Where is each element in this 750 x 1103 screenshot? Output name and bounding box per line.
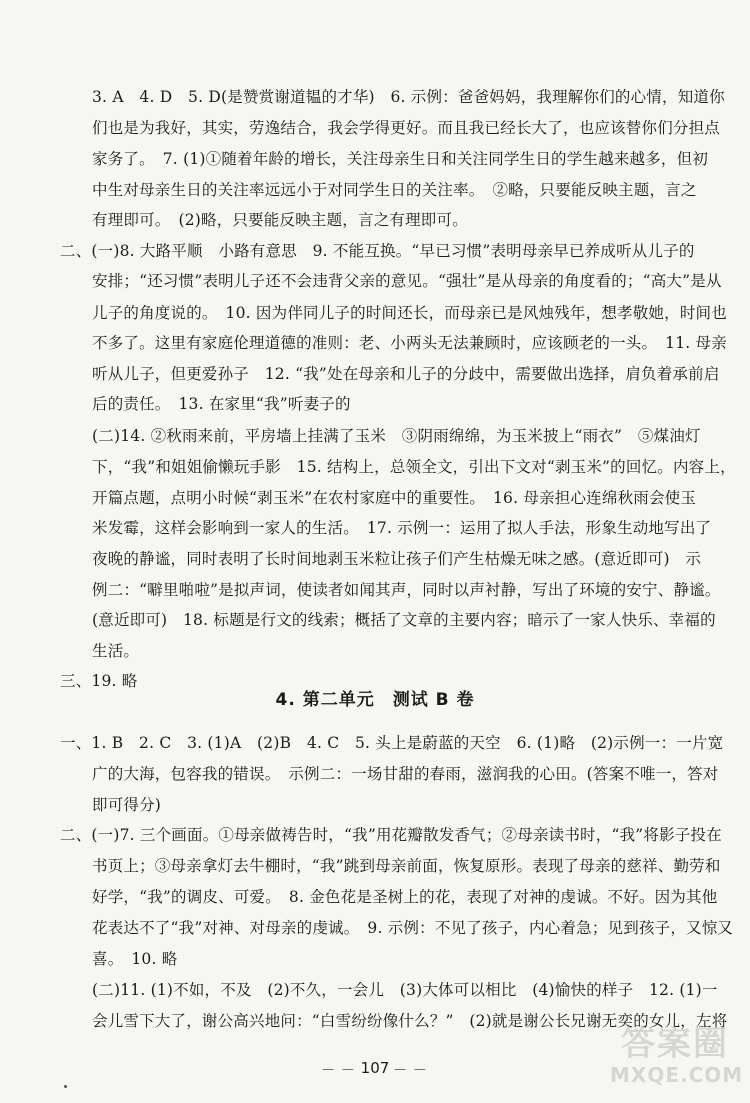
text-line: 安排；“还习惯”表明儿子还不会违背父亲的意见。“强壮”是从母亲的角度看的；“高大”是从 — [92, 272, 722, 290]
text-line: 夜晚的静谧，同时表明了长时间地剥玉米粒让孩子们产生枯燥无味之感。(意近即可) 示 — [92, 550, 702, 568]
text-line: 例二：“噼里啪啦”是拟声词，使读者如闻其声，同时以声衬静，写出了环境的安宁、静谧。 — [92, 581, 721, 599]
watermark-logo-text: 答案圈 — [621, 1024, 729, 1064]
text-line: 广的大海，包容我的错误。 示例二：一场甘甜的春雨，滋润我的心田。(答案不唯一，答对 — [92, 765, 719, 783]
text-line: 家务了。 7. (1)①随着年龄的增长，关注母亲生日和关注同学生日的学生越来越多，但初 — [92, 150, 709, 168]
text-line: 书页上；③母亲拿灯去牛棚时，“我”跳到母亲前面，恢复原形。表现了母亲的慈祥、勤劳和 — [92, 857, 721, 875]
text-line: 会儿雪下大了，谢公高兴地问：“白雪纷纷像什么？” (2)就是谢公长兄谢无奕的女儿，左将 — [92, 1012, 728, 1030]
text-line: 3. A 4. D 5. D(是赞赏谢道韫的才华) 6. 示例：爸爸妈妈，我理解你们的心情，知道你 — [92, 88, 725, 106]
text-line: (意近即可) 18. 标题是行文的线索；概括了文章的主要内容；暗示了一家人快乐、幸福的 — [92, 611, 716, 629]
page-number-value: 107 — [360, 1059, 390, 1077]
text-line: 花表达不了“我”对神、对母亲的虔诚。 9. 示例：不见了孩子，内心着急；见到孩子，又惊又 — [92, 919, 734, 937]
section-heading: 4. 第二单元 测试 B 卷 — [275, 690, 475, 710]
text-line: 生活。 — [92, 642, 140, 660]
text-line: 们也是为我好，其实，劳逸结合，我会学得更好。而且我已经长大了，也应该替你们分担点 — [92, 119, 721, 137]
text-line: 儿子的角度说的。 10. 因为伴同儿子的时间还长，而母亲已是风烛残年，想孝敬她，时间也 — [92, 304, 727, 322]
scan-speck — [64, 1085, 67, 1088]
text-line: 米发霉，这样会影响到一家人的生活。 17. 示例一：运用了拟人手法，形象生动地写出了 — [92, 519, 712, 537]
text-line: (二)11. (1)不如，不及 (2)不久，一会儿 (3)大体可以相比 (4)愉快的样子 12. (1)一 — [92, 981, 718, 999]
text-line: 听从儿子，但更爱孙子 12. “我”处在母亲和儿子的分歧中，需要做出选择，肩负着承前启 — [92, 365, 720, 383]
text-line: 有理即可。 (2)略，只要能反映主题，言之有理即可。 — [92, 211, 468, 229]
text-line: 好学，“我”的调皮、可爱。 8. 金色花是圣树上的花，表现了对神的虔诚。不好。因为其他 — [92, 888, 718, 906]
text-line: 三、19. 略 — [60, 672, 138, 690]
text-line: 中生对母亲生日的关注率远远小于对同学生日的关注率。 ②略，只要能反映主题，言之 — [92, 181, 697, 199]
text-line: 开篇点题，点明小时候“剥玉米”在农村家庭中的重要性。 16. 母亲担心连绵秋雨会使玉 — [92, 489, 697, 507]
page-number-dash-right: — — — [394, 1062, 428, 1076]
text-line: 不多了。这里有家庭伦理道德的准则：老、小两头无法兼顾时，应该顾老的一头。 11. 母亲 — [92, 334, 727, 352]
site-watermark — [610, 1024, 744, 1095]
text-line: 即可得分) — [92, 796, 162, 814]
text-line: 喜。 10. 略 — [92, 950, 178, 968]
text-line: 后的责任。 13. 在家里“我”听妻子的 — [92, 395, 351, 413]
text-line: 二、(一)8. 大路平顺 小路有意思 9. 不能互换。“早已习惯”表明母亲早已养成听从儿子的 — [60, 242, 695, 260]
watermark-domain: MXQE.COM — [610, 1063, 744, 1087]
text-line: (二)14. ②秋雨来前，平房墙上挂满了玉米 ③阴雨绵绵，为玉米披上“雨衣” ⑤煤油灯 — [92, 427, 701, 445]
text-line: 下，“我”和姐姐偷懒玩手影 15. 结构上，总领全文，引出下文对“剥玉米”的回忆。内容上， — [92, 458, 736, 476]
text-line: 二、(一)7. 三个画面。①母亲做祷告时，“我”用花瓣散发香气；②母亲读书时，“我”将影子投在 — [60, 826, 722, 844]
page-number-dash-left: — — — [322, 1062, 356, 1076]
text-line: 一、1. B 2. C 3. (1)A (2)B 4. C 5. 头上是蔚蓝的天空 6. (1)略 (2)示例一：一片宽 — [60, 734, 724, 752]
